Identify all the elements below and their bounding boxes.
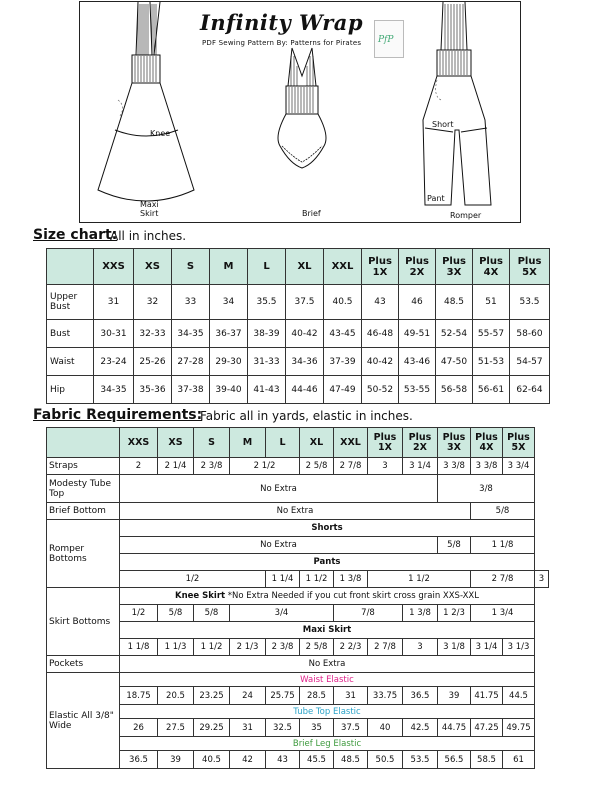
size-cell: 54-57 [510,348,550,376]
skirt-knee-title-row [47,588,549,605]
fabric-cell: 35 [300,719,334,737]
fabric-cell: 1 1/2 [368,571,471,588]
fabric-cell: 1/2 [120,605,158,622]
row-label: Upper Bust [47,285,94,320]
size-chart-heading: Size chart: [33,227,118,243]
fabric-cell: 39 [158,751,194,769]
row-label: Waist [47,348,94,376]
fabric-cell: 3 [535,571,549,588]
fabric-cell: 58.5 [471,751,503,769]
size-cell: 37-38 [172,376,210,404]
fabric-cell: 20.5 [158,687,194,705]
size-cell: 48.5 [436,285,473,320]
size-header-cell: Plus 4X [471,428,503,458]
fabric-cell: 5/8 [158,605,194,622]
size-cell: 32-33 [134,320,172,348]
fabric-cell: 2 7/8 [334,458,368,475]
fabric-cell: 44.75 [438,719,471,737]
brief-label: Brief [302,209,321,218]
size-corner-cell [47,249,94,285]
size-cell: 44-46 [286,376,324,404]
fabric-cell: 27.5 [158,719,194,737]
skirt-maxi-title-row [47,622,549,639]
skirt-maxi-row [47,639,549,656]
size-header-cell: M [210,249,248,285]
size-header-cell: XS [158,428,194,458]
size-cell: 34-35 [94,376,134,404]
fabric-cell: 2 2/3 [334,639,368,656]
fabric-cell: 1 1/3 [158,639,194,656]
size-cell: 53-55 [399,376,436,404]
size-cell: 36-37 [210,320,248,348]
size-cell: 25-26 [134,348,172,376]
size-header-cell: M [230,428,266,458]
fabric-cell: 3 1/4 [403,458,438,475]
fabric-cell: 3 1/4 [471,639,503,656]
size-cell: 43-46 [399,348,436,376]
size-cell: 34-36 [286,348,324,376]
size-cell: 46-48 [362,320,399,348]
size-chart-note: All in inches. [110,229,187,243]
fabric-cell: 44.5 [503,687,535,705]
size-cell: 52-54 [436,320,473,348]
fabric-cell: 40 [368,719,403,737]
size-cell: 33 [172,285,210,320]
fabric-cell: 2 3/8 [194,458,230,475]
fabric-heading: Fabric Requirements: [33,407,203,423]
fabric-cell: 23.25 [194,687,230,705]
size-row-bust [47,320,550,348]
fabric-cell: 28.5 [300,687,334,705]
size-header-cell: XXS [120,428,158,458]
knee-title-cell [120,588,535,605]
fabric-cell: 41.75 [471,687,503,705]
fabric-cell: 1/2 [120,571,266,588]
fabric-cell: 2 1/3 [230,639,266,656]
size-cell: 23-24 [94,348,134,376]
size-header-cell: Plus 4X [473,249,510,285]
fabric-header-row [47,428,549,458]
skirt-label: Skirt [140,209,159,218]
fabric-cell: 5/8 [194,605,230,622]
fabric-cell: 42 [230,751,266,769]
fabric-cell: 1 3/4 [471,605,535,622]
skirt-knee-row [47,605,549,622]
size-cell: 47-50 [436,348,473,376]
size-cell: 56-58 [436,376,473,404]
fabric-cell: 42.5 [403,719,438,737]
fabric-cell: 5/8 [438,537,471,554]
romper-pants-row [47,571,549,588]
fabric-cell: 2 7/8 [471,571,535,588]
fabric-cell: 40.5 [194,751,230,769]
straps-row [47,458,549,475]
romper-shorts-row [47,537,549,554]
size-cell: 40.5 [324,285,362,320]
size-header-cell: L [248,249,286,285]
waist-elastic-title: Waist Elastic [120,673,535,687]
pockets-row [47,656,549,673]
fabric-cell: 2 3/8 [266,639,300,656]
size-header-cell: Plus 2X [403,428,438,458]
fabric-cell: 3 3/4 [503,458,535,475]
row-label: Skirt Bottoms [47,588,120,656]
knee-title: Knee Skirt [175,591,226,601]
fabric-cell: 2 5/8 [300,639,334,656]
size-cell: 31 [94,285,134,320]
size-cell: 47-49 [324,376,362,404]
fabric-cell: 1 1/8 [471,537,535,554]
size-cell: 27-28 [172,348,210,376]
fabric-cell: 26 [120,719,158,737]
size-header-cell: XL [286,249,324,285]
fabric-cell: 1 1/4 [266,571,300,588]
fabric-cell: 49.75 [503,719,535,737]
size-header-cell: Plus 2X [399,249,436,285]
fabric-cell: 3/4 [230,605,334,622]
size-cell: 39-40 [210,376,248,404]
fabric-cell: 29.25 [194,719,230,737]
fabric-cell: 32.5 [266,719,300,737]
size-cell: 49-51 [399,320,436,348]
elastic-waist-row [47,687,549,705]
size-cell: 31-33 [248,348,286,376]
fabric-cell: 47.25 [471,719,503,737]
size-cell: 34-35 [172,320,210,348]
row-label: Modesty Tube Top [47,475,120,503]
fabric-cell: 3 1/8 [438,639,471,656]
fabric-cell: 45.5 [300,751,334,769]
size-cell: 30-31 [94,320,134,348]
short-label: Short [432,120,454,129]
fabric-cell: 33.75 [368,687,403,705]
fabric-cell: 24 [230,687,266,705]
size-cell: 43-45 [324,320,362,348]
size-header-cell: XL [300,428,334,458]
fabric-cell: 2 7/8 [368,639,403,656]
fabric-cell: 1 2/3 [438,605,471,622]
size-cell: 37.5 [286,285,324,320]
tube-elastic-title: Tube Top Elastic [120,705,535,719]
size-cell: 50-52 [362,376,399,404]
fabric-corner-cell [47,428,120,458]
romper-shorts-title-row [47,520,549,537]
fabric-table [46,427,549,769]
row-label: Romper Bottoms [47,520,120,588]
maxi-label: Maxi [140,200,159,209]
brief-row [47,503,549,520]
size-header-cell: Plus 3X [438,428,471,458]
row-label: Hip [47,376,94,404]
size-header-cell: S [194,428,230,458]
romper-drawing [415,0,510,215]
size-cell: 35-36 [134,376,172,404]
fabric-cell: No Extra [120,475,438,503]
elastic-brief-row [47,751,549,769]
size-cell: 29-30 [210,348,248,376]
size-cell: 56-61 [473,376,510,404]
fabric-cell: 2 1/2 [230,458,300,475]
fabric-cell: 3 [403,639,438,656]
pattern-subtitle: PDF Sewing Pattern By: Patterns for Pirates [202,39,362,47]
brief-drawing [260,46,350,176]
romper-pants-title-row [47,554,549,571]
fabric-cell: 43 [266,751,300,769]
size-header-cell: XXL [334,428,368,458]
knee-label: Knee [150,129,171,138]
fabric-cell: 2 1/4 [158,458,194,475]
elastic-brief-title-row [47,737,549,751]
size-chart-table [46,248,550,404]
fabric-cell: 56.5 [438,751,471,769]
size-cell: 55-57 [473,320,510,348]
fabric-cell: 48.5 [334,751,368,769]
fabric-cell: 3 [368,458,403,475]
fabric-cell: 2 5/8 [300,458,334,475]
size-cell: 58-60 [510,320,550,348]
row-label: Pockets [47,656,120,673]
size-cell: 43 [362,285,399,320]
fabric-cell: 25.75 [266,687,300,705]
size-cell: 34 [210,285,248,320]
fabric-cell: 5/8 [471,503,535,520]
size-header-cell: Plus 1X [368,428,403,458]
size-cell: 40-42 [286,320,324,348]
romper-label: Romper [450,211,482,220]
size-header-cell: Plus 1X [362,249,399,285]
size-cell: 37-39 [324,348,362,376]
skirt-drawing [90,0,200,215]
fabric-cell: No Extra [120,503,471,520]
modesty-row [47,475,549,503]
row-label: Brief Bottom [47,503,120,520]
fabric-cell: No Extra [120,537,438,554]
fabric-cell: 36.5 [403,687,438,705]
pattern-illustration [79,1,521,223]
pants-title: Pants [120,554,535,571]
size-cell: 32 [134,285,172,320]
fabric-cell: 36.5 [120,751,158,769]
size-header-row [47,249,550,285]
elastic-tube-row [47,719,549,737]
size-cell: 46 [399,285,436,320]
row-label: Straps [47,458,120,475]
fabric-cell: 1 3/8 [403,605,438,622]
fabric-cell: 18.75 [120,687,158,705]
elastic-waist-title-row [47,673,549,687]
size-header-cell: L [266,428,300,458]
fabric-cell: 1 1/2 [194,639,230,656]
size-cell: 62-64 [510,376,550,404]
size-cell: 51-53 [473,348,510,376]
size-header-cell: XXS [94,249,134,285]
brief-elastic-title: Brief Leg Elastic [120,737,535,751]
fabric-cell: 2 [120,458,158,475]
size-header-cell: Plus 5X [510,249,550,285]
fabric-cell: 3/8 [438,475,535,503]
fabric-cell: 61 [503,751,535,769]
fabric-cell: 3 3/8 [438,458,471,475]
fabric-cell: 7/8 [334,605,403,622]
size-header-cell: XS [134,249,172,285]
fabric-cell: 3 3/8 [471,458,503,475]
size-cell: 40-42 [362,348,399,376]
fabric-cell: 31 [334,687,368,705]
fabric-cell: No Extra [120,656,535,673]
size-cell: 35.5 [248,285,286,320]
shorts-title: Shorts [120,520,535,537]
brand-logo-text: PfP [378,35,394,45]
size-row-hip [47,376,550,404]
size-row-waist [47,348,550,376]
knee-note: *No Extra Needed if you cut front skirt cross grain XXS-XXL [227,591,479,601]
pant-label: Pant [427,194,445,203]
size-header-cell: S [172,249,210,285]
size-cell: 53.5 [510,285,550,320]
size-header-cell: Plus 5X [503,428,535,458]
row-label: Bust [47,320,94,348]
elastic-tube-title-row [47,705,549,719]
fabric-cell: 53.5 [403,751,438,769]
size-header-cell: Plus 3X [436,249,473,285]
size-cell: 51 [473,285,510,320]
fabric-cell: 37.5 [334,719,368,737]
brand-logo [374,20,404,58]
fabric-cell: 50.5 [368,751,403,769]
pattern-title: Infinity Wrap [200,10,364,35]
size-cell: 38-39 [248,320,286,348]
size-cell: 41-43 [248,376,286,404]
fabric-cell: 1 1/8 [120,639,158,656]
fabric-cell: 1 3/8 [334,571,368,588]
fabric-cell: 3 1/3 [503,639,535,656]
row-label: Elastic All 3/8" Wide [47,673,120,769]
size-header-cell: XXL [324,249,362,285]
maxi-title: Maxi Skirt [120,622,535,639]
fabric-cell: 31 [230,719,266,737]
size-row-upper-bust [47,285,550,320]
fabric-note: Fabric all in yards, elastic in inches. [200,409,413,423]
fabric-cell: 1 1/2 [300,571,334,588]
fabric-cell: 39 [438,687,471,705]
